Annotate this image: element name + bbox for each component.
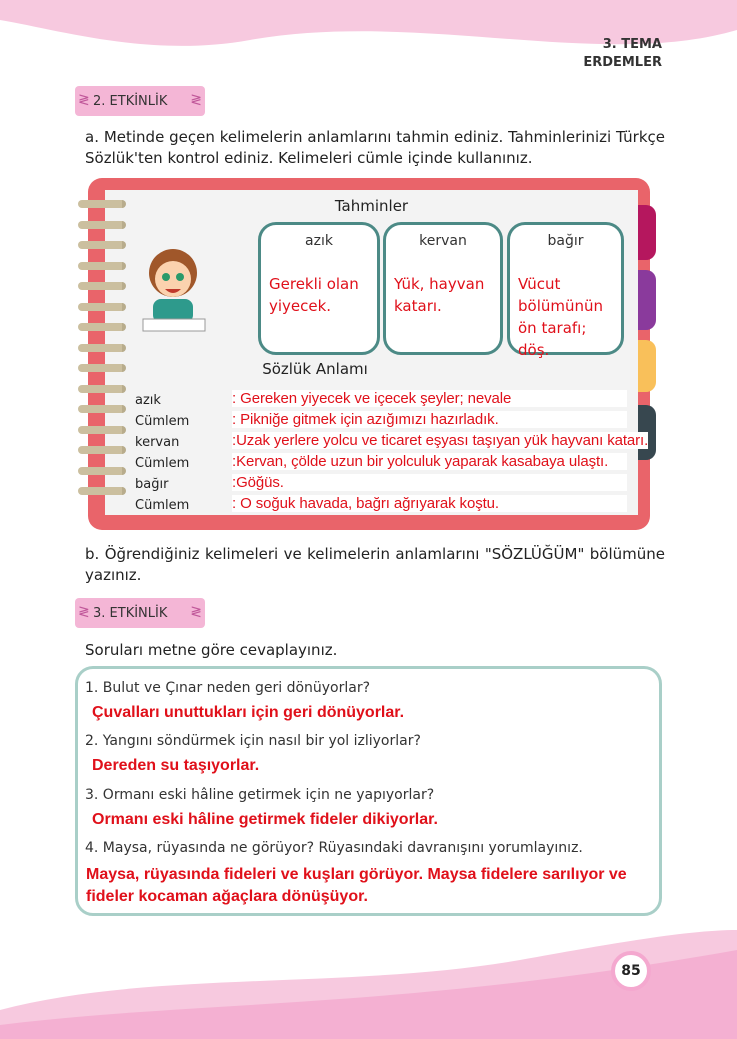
spiral-ring xyxy=(78,426,126,434)
notebook-tab-purple xyxy=(638,270,656,330)
dictionary-row-label: Cümlem xyxy=(135,414,190,429)
spiral-ring xyxy=(78,241,126,249)
guess-bubble xyxy=(507,222,624,359)
guess-word: azık xyxy=(305,233,333,249)
spiral-ring xyxy=(78,282,126,290)
question: 2. Yangını söndürmek için nasıl bir yol izliyorlar? xyxy=(85,733,421,749)
dictionary-row-label: Cümlem xyxy=(135,456,190,471)
dictionary-title: Sözlük Anlamı xyxy=(262,360,368,378)
notebook-tab-orange xyxy=(638,340,656,392)
spiral-ring xyxy=(78,303,126,311)
question: 1. Bulut ve Çınar neden geri dönüyorlar? xyxy=(85,680,371,696)
dictionary-row-value: :Kervan, çölde uzun bir yolculuk yaparak kasabaya ulaştı. xyxy=(232,453,627,470)
guess-answer: Yük, hayvan katarı. xyxy=(394,275,485,315)
answer: Çuvalları unuttukları için geri dönüyorlar. xyxy=(92,704,405,721)
page-number: 85 xyxy=(611,951,651,991)
spiral-ring xyxy=(78,385,126,393)
spiral-ring xyxy=(78,323,126,331)
spiral-ring xyxy=(78,405,126,413)
activity-2-badge: ≷ 2. ETKİNLİK ≷ xyxy=(75,86,205,116)
dictionary-row-value: : O soğuk havada, bağrı ağrıyarak koştu. xyxy=(232,495,627,512)
answer: Dereden su taşıyorlar. xyxy=(92,757,260,774)
dictionary-row-value: : Gereken yiyecek ve içecek şeyler; nevale xyxy=(232,390,627,407)
spiral-ring xyxy=(78,446,126,454)
dictionary-row-label: bağır xyxy=(135,477,169,492)
instruction-a: a. Metinde geçen kelimelerin anlamlarını tahmin ediniz. Tahminlerinizi Türkçe Sözlük'ten kontrol ediniz. Kelimeleri cümle içinde kullanınız. xyxy=(85,128,665,167)
dictionary-row-label: Cümlem xyxy=(135,498,190,513)
theme-header xyxy=(583,36,662,72)
boy-illustration xyxy=(135,235,215,335)
answer: Maysa, rüyasında fideleri ve kuşları görüyor. Maysa fidelere sarılıyor ve fideler kocaman ağaçlara dönüşüyor. xyxy=(86,866,627,905)
spiral-ring xyxy=(78,467,126,475)
dictionary-row-value: : Pikniğe gitmek için azığımızı hazırladık. xyxy=(232,411,627,428)
guess-bubble xyxy=(383,222,503,355)
spiral-ring xyxy=(78,221,126,229)
guess-word: bağır xyxy=(547,233,584,249)
dictionary-row-value: :Uzak yerlere yolcu ve ticaret eşyası taşıyan yük hayvanı katarı. xyxy=(232,432,649,449)
answer: Ormanı eski hâline getirmek fideler dikiyorlar. xyxy=(92,811,438,828)
guess-answer: Gerekli olan yiyecek. xyxy=(269,275,359,315)
instruction-b: b. Öğrendiğiniz kelimeleri ve kelimelerin anlamlarını "SÖZLÜĞÜM" bölümüne yazınız. xyxy=(85,545,665,584)
guess-answer: Vücut bölümünün ön tarafı; döş. xyxy=(518,275,604,359)
guess-bubble xyxy=(258,222,380,355)
spiral-ring xyxy=(78,344,126,352)
dictionary-row-value: :Göğüs. xyxy=(232,474,627,491)
theme-number: 3. TEMA xyxy=(602,37,662,52)
activity-3-instruction: Soruları metne göre cevaplayınız. xyxy=(85,641,338,659)
question: 4. Maysa, rüyasında ne görüyor? Rüyasındaki davranışını yorumlayınız. xyxy=(85,840,583,856)
spiral-ring xyxy=(78,487,126,495)
theme-title: ERDEMLER xyxy=(583,55,662,70)
dictionary-row-label: azık xyxy=(135,393,161,408)
spiral-ring xyxy=(78,262,126,270)
activity-3-badge: ≷ 3. ETKİNLİK ≷ xyxy=(75,598,205,628)
dictionary-row-label: kervan xyxy=(135,435,180,450)
notebook-tab-magenta xyxy=(638,205,656,260)
guess-word: kervan xyxy=(419,233,467,249)
question: 3. Ormanı eski hâline getirmek için ne yapıyorlar? xyxy=(85,787,435,803)
guesses-title: Tahminler xyxy=(334,197,409,215)
